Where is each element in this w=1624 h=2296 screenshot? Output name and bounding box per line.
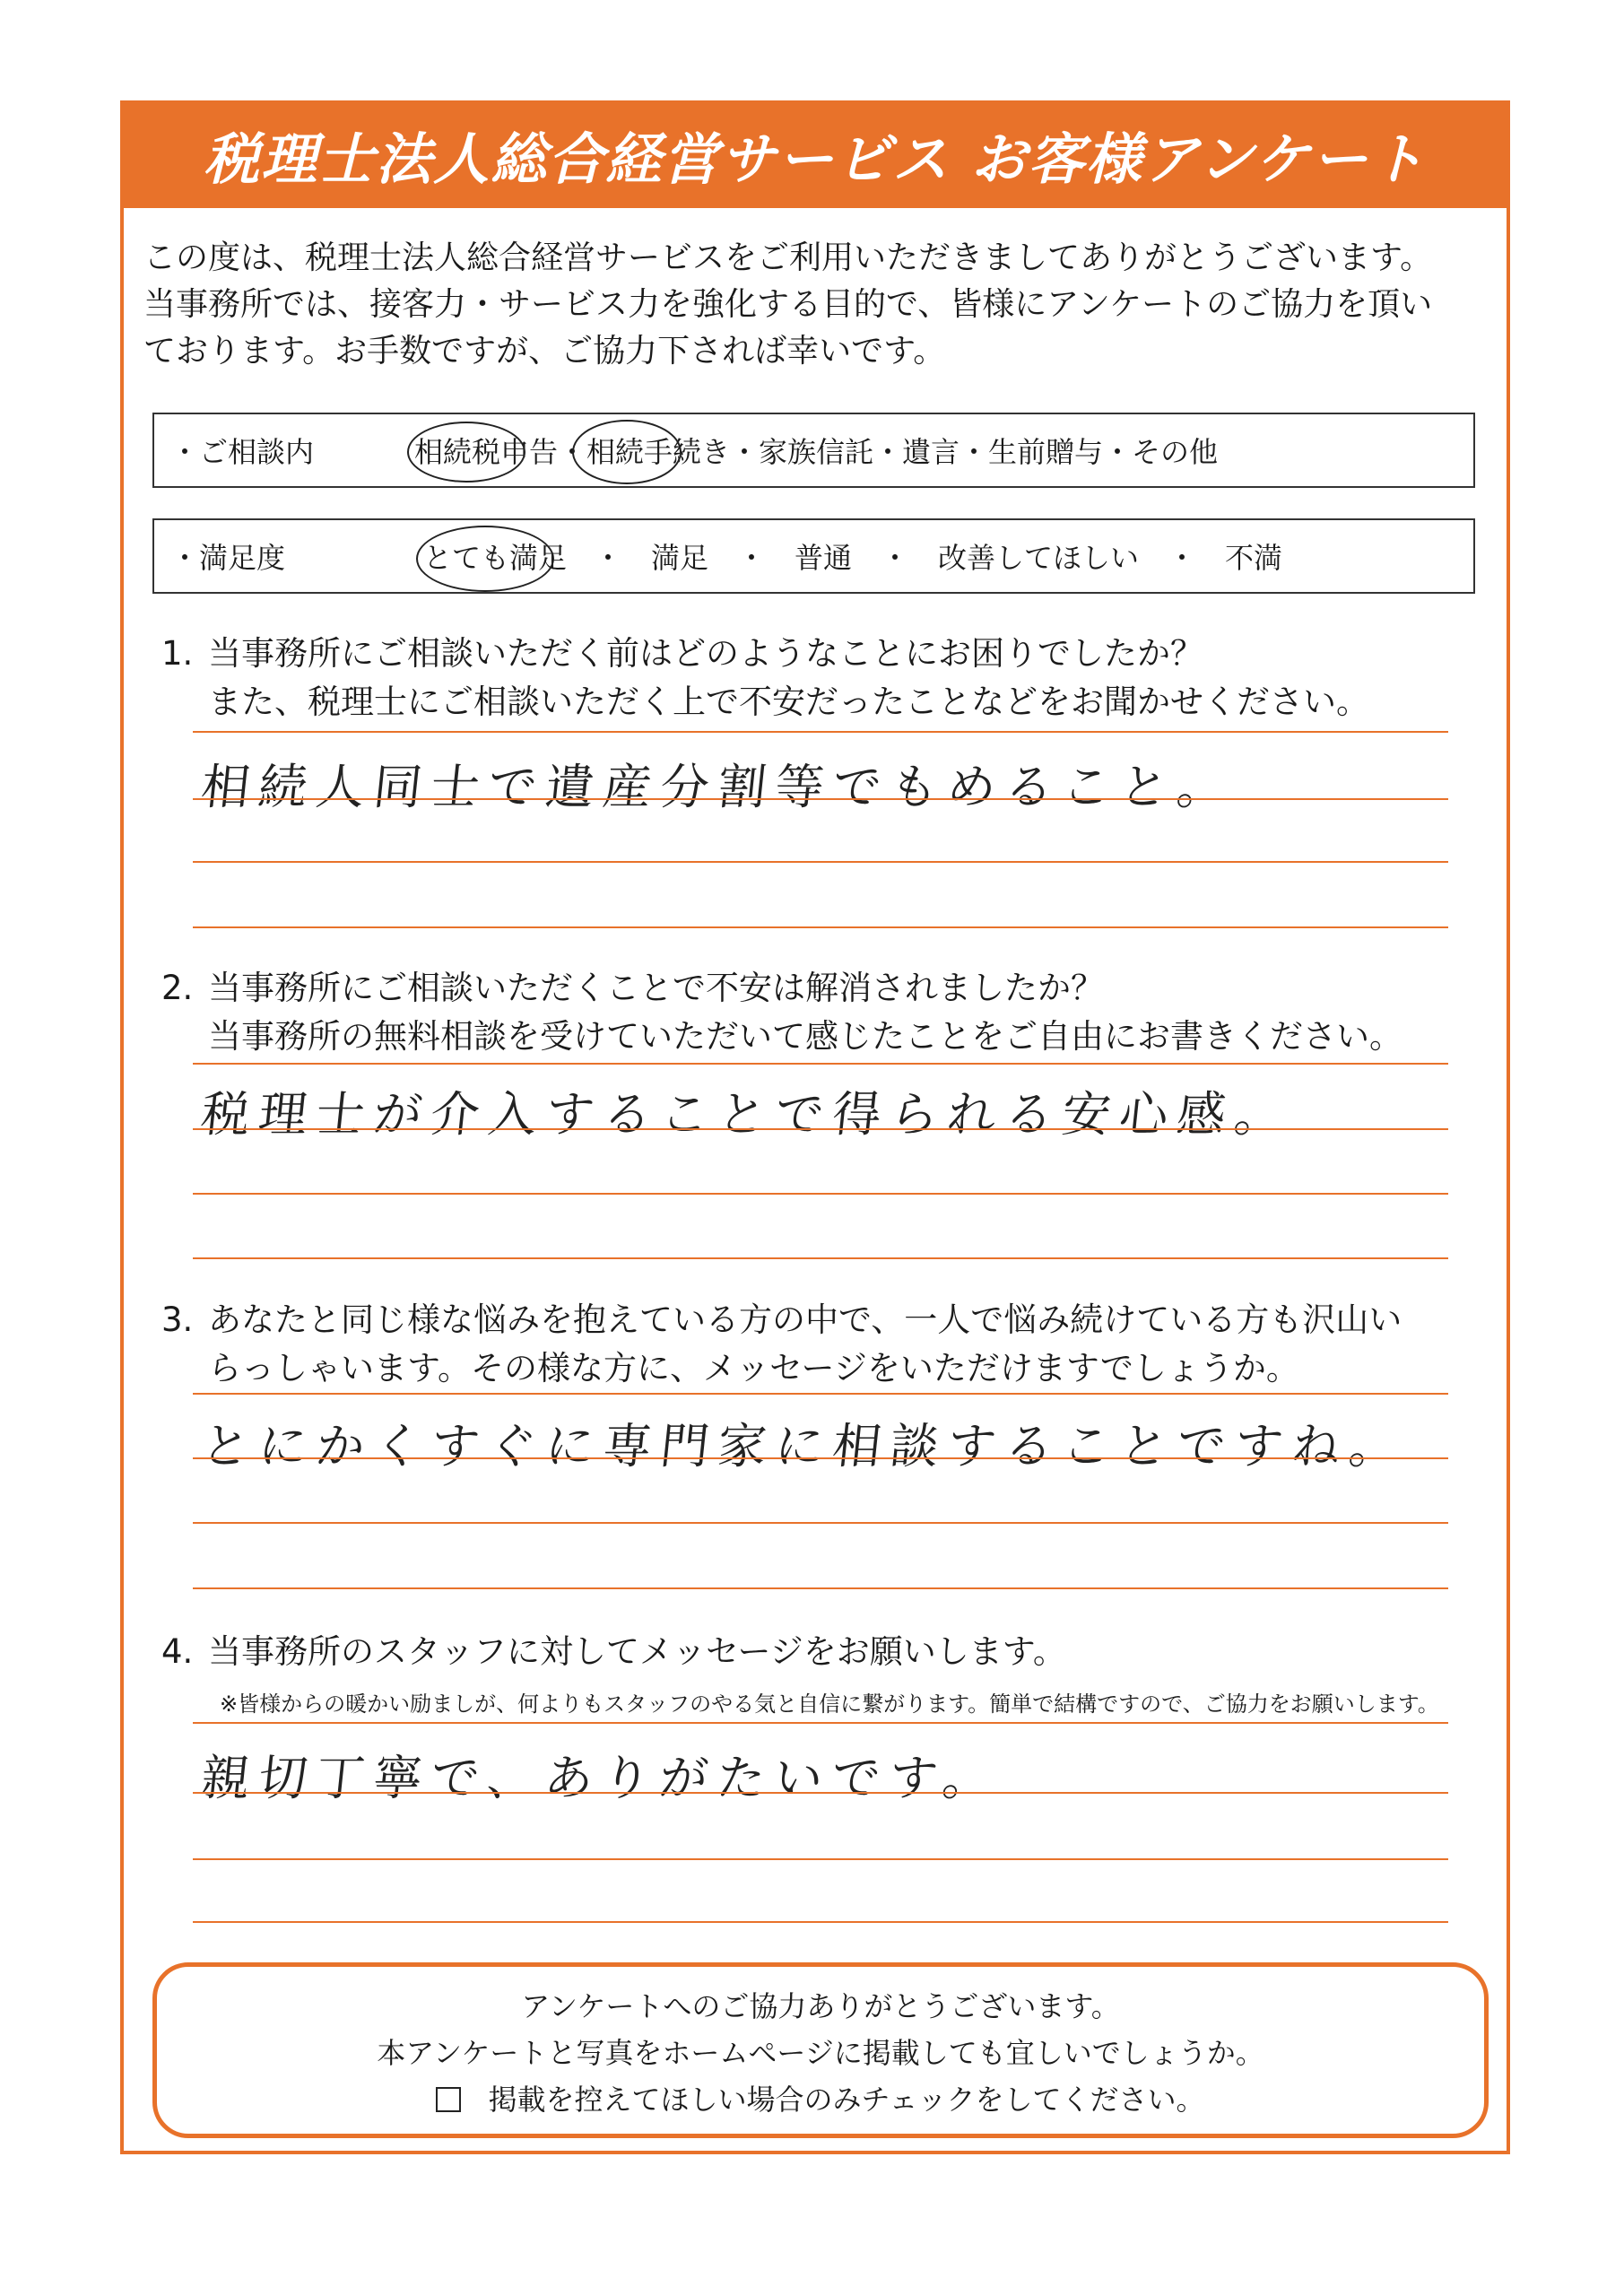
answer-line xyxy=(193,1257,1448,1259)
question-4 xyxy=(161,1628,1066,1676)
consultation-label: ・ご相談内 xyxy=(170,435,315,469)
option-inheritance-tax[interactable]: 相続税申告・ xyxy=(414,435,587,469)
answer-line xyxy=(193,861,1448,863)
question-text: らっしゃいます。その様な方に、メッセージをいただけますでしょうか。 xyxy=(208,1349,1299,1387)
answer-line xyxy=(193,1522,1448,1524)
handwritten-answer-3: とにかくすぐに専門家に相談することですね。 xyxy=(198,1418,1410,1474)
question-text: 当事務所の無料相談を受けていただいて感じたことをご自由にお書きください。 xyxy=(208,1017,1403,1056)
question-text: 当事務所にご相談いただく前はどのようなことにお困りでしたか？ xyxy=(208,634,1203,673)
question-number: 1. xyxy=(161,634,194,673)
publish-opt-out-checkbox[interactable] xyxy=(436,2087,461,2112)
consultation-options xyxy=(414,430,1218,471)
selection-circle xyxy=(572,420,682,484)
footer-thanks: アンケートへのご協力ありがとうございます。 xyxy=(521,1989,1120,2023)
satisfaction-label: ・満足度 xyxy=(170,541,286,575)
option-inheritance-procedure[interactable]: 相続手続き xyxy=(586,435,731,469)
question-text: 当事務所のスタッフに対してメッセージをお願いします。 xyxy=(208,1632,1066,1671)
answer-line xyxy=(193,1921,1448,1923)
handwritten-answer-1: 相続人同士で遺産分割等でもめること。 xyxy=(198,759,1238,815)
handwritten-answer-2: 税理士が介入することで得られる安心感。 xyxy=(198,1086,1295,1143)
selection-circle xyxy=(407,422,525,483)
question-number: 4. xyxy=(161,1632,194,1671)
footer-question: 本アンケートと写真をホームページに掲載しても宜しいでしょうか。 xyxy=(377,2036,1264,2070)
answer-line xyxy=(193,1193,1448,1195)
option-others[interactable]: ・家族信託・遺言・生前贈与・その他 xyxy=(730,435,1219,469)
question-text: あなたと同じ様な悩みを抱えている方の中で、一人で悩み続けている方も沢山い xyxy=(208,1300,1403,1339)
answer-line xyxy=(193,1393,1448,1395)
intro-text xyxy=(143,235,1489,375)
footer-box xyxy=(152,1962,1489,2138)
checkbox-label: 掲載を控えてほしい場合のみチェックをしてください。 xyxy=(488,2083,1205,2117)
option-very-satisfied[interactable]: とても満足 xyxy=(423,541,568,575)
answer-line xyxy=(193,1792,1448,1794)
answer-line xyxy=(193,1858,1448,1860)
intro-line: ております。お手数ですが、ご協力下されば幸いです。 xyxy=(143,333,946,370)
answer-line xyxy=(193,1587,1448,1589)
handwritten-answer-4: 親切丁寧で、ありがたいです。 xyxy=(198,1750,1003,1806)
question-text: また、税理士にご相談いただく上で不安だったことなどをお聞かせください。 xyxy=(208,683,1369,721)
title-bar xyxy=(120,100,1510,208)
answer-line xyxy=(193,1128,1448,1130)
answer-line xyxy=(193,926,1448,928)
page-title: 税理士法人総合経営サービス お客様アンケート xyxy=(204,126,1427,192)
question-3 xyxy=(161,1296,1402,1393)
answer-line xyxy=(193,1722,1448,1724)
question-1 xyxy=(161,630,1369,726)
answer-line xyxy=(193,1457,1448,1459)
question-text: 当事務所にご相談いただくことで不安は解消されましたか？ xyxy=(208,969,1104,1007)
answer-line xyxy=(193,1063,1448,1065)
answer-line xyxy=(193,731,1448,733)
intro-line: 当事務所では、接客力・サービス力を強化する目的で、皆様にアンケートのご協力を頂い xyxy=(143,286,1433,323)
answer-line xyxy=(193,798,1448,800)
question-2 xyxy=(161,964,1403,1061)
option-other-levels[interactable]: ・ 満足 ・ 普通 ・ 改善してほしい ・ 不満 xyxy=(594,541,1283,575)
question-number: 2. xyxy=(161,969,194,1007)
satisfaction-box xyxy=(152,518,1475,594)
consultation-box xyxy=(152,413,1475,488)
question-4-note: ※皆様からの暖かい励ましが、何よりもスタッフのやる気と自信に繋がります。簡単で結構ですので、ご協力をお願いします。 xyxy=(220,1692,1439,1717)
question-number: 3. xyxy=(161,1300,194,1339)
selection-circle xyxy=(416,526,554,592)
intro-line: この度は、税理士法人総合経営サービスをご利用いただきましてありがとうございます。 xyxy=(143,239,1433,276)
